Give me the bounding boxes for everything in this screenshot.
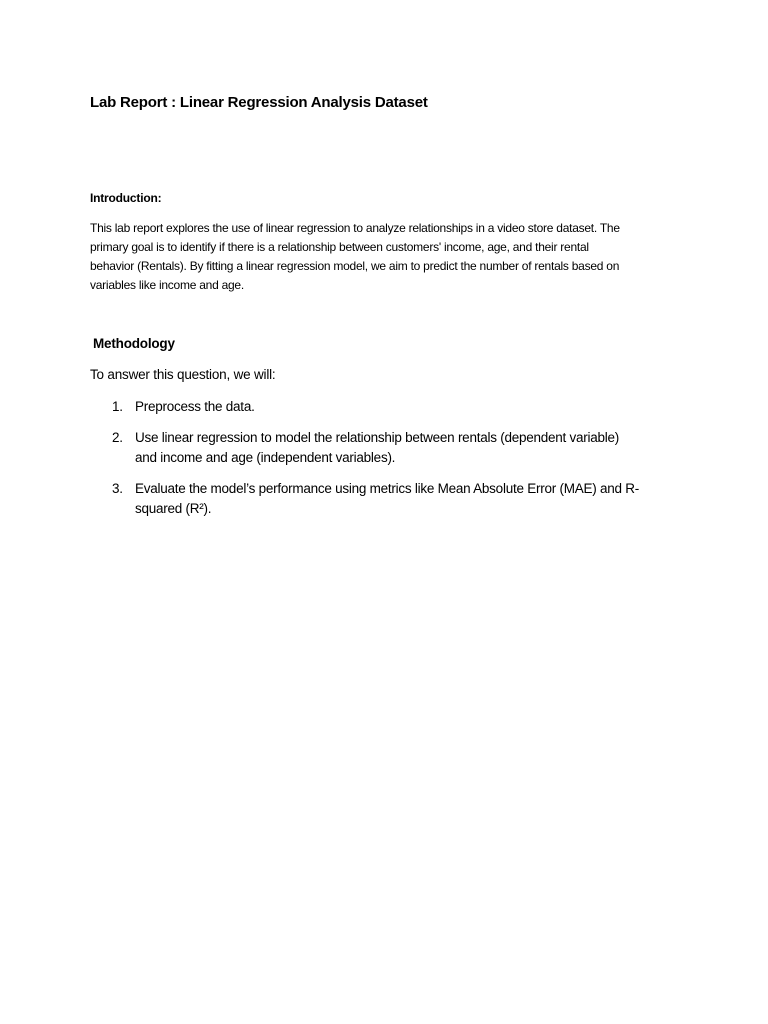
introduction-heading: Introduction: xyxy=(90,191,162,205)
step-number: 1. xyxy=(112,399,123,414)
introduction-line: variables like income and age. xyxy=(90,278,244,292)
introduction-line: behavior (Rentals). By fitting a linear regression model, we aim to predict the number of rentals based on xyxy=(90,259,620,273)
step-text xyxy=(135,479,695,519)
document-title: Lab Report : Linear Regression Analysis Dataset xyxy=(90,94,428,111)
methodology-lead: To answer this question, we will: xyxy=(90,367,276,382)
methodology-heading: Methodology xyxy=(93,336,175,351)
step-text-line: Preprocess the data. xyxy=(135,399,255,414)
step-number: 2. xyxy=(112,430,123,445)
step-text-line: and income and age (independent variables). xyxy=(135,450,396,465)
step-text-line: Evaluate the model’s performance using metrics like Mean Absolute Error (MAE) and R- xyxy=(135,481,639,496)
step-text xyxy=(135,397,695,417)
step-text-line: squared (R²). xyxy=(135,501,212,516)
step-text-line: Use linear regression to model the relationship between rentals (dependent variable) xyxy=(135,430,620,445)
step-number: 3. xyxy=(112,481,123,496)
introduction-line: This lab report explores the use of linear regression to analyze relationships in a video store dataset. The xyxy=(90,221,620,235)
introduction-line: primary goal is to identify if there is a relationship between customers' income, age, and their rental xyxy=(90,240,589,254)
step-text xyxy=(135,428,695,468)
introduction-paragraph xyxy=(90,219,690,295)
